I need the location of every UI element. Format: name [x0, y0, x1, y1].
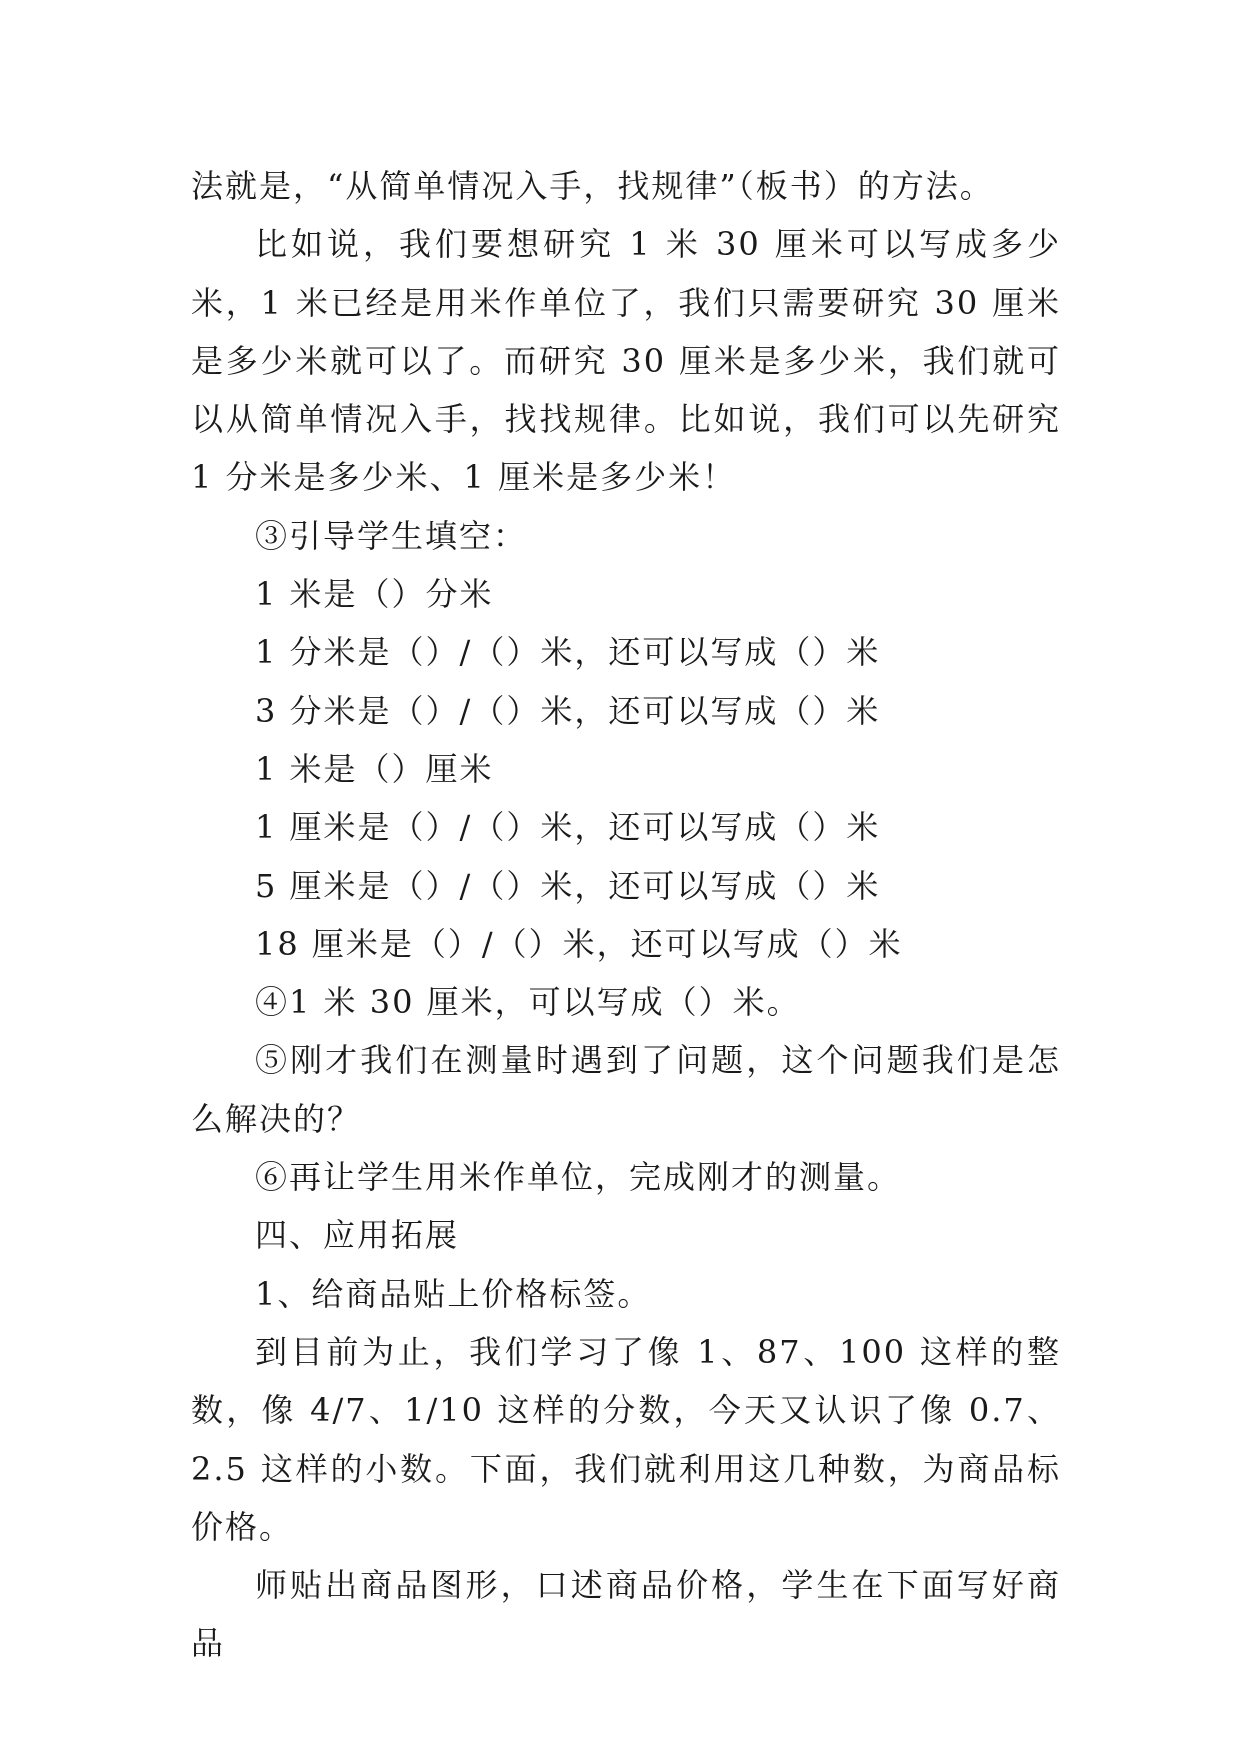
paragraph: ⑤刚才我们在测量时遇到了问题，这个问题我们是怎么解决的？ — [191, 1041, 1061, 1138]
paragraph: 18 厘米是（）/（）米，还可以写成（）米 — [255, 924, 903, 963]
paragraph: 1 分米是（）/（）米，还可以写成（）米 — [255, 633, 881, 672]
paragraph: 3 分米是（）/（）米，还可以写成（）米 — [255, 691, 881, 730]
document-body — [191, 157, 1061, 1673]
paragraph: 到目前为止，我们学习了像 1、87、100 这样的整数，像 4/7、1/10 这样的分数，今天又认识了像 0.7、2.5 这样的小数。下面，我们就利用这几种数，为商品标价格。 — [191, 1332, 1061, 1546]
paragraph: 1 厘米是（）/（）米，还可以写成（）米 — [255, 808, 881, 847]
paragraph: 1 米是（）厘米 — [255, 749, 494, 788]
paragraph: 师贴出商品图形，口述商品价格，学生在下面写好商品 — [191, 1566, 1061, 1663]
paragraph: ⑥再让学生用米作单位，完成刚才的测量。 — [255, 1158, 902, 1197]
paragraph: ③引导学生填空： — [255, 516, 528, 555]
paragraph: 5 厘米是（）/（）米，还可以写成（）米 — [255, 866, 881, 905]
paragraph: 1 米是（）分米 — [255, 575, 494, 614]
paragraph: ④1 米 30 厘米，可以写成（）米。 — [255, 983, 801, 1022]
subsection-heading: 1、给商品贴上价格标签。 — [255, 1274, 652, 1313]
section-heading: 四、应用拓展 — [255, 1216, 460, 1255]
paragraph: 法就是，“从简单情况入手，找规律”（板书）的方法。 — [191, 167, 994, 205]
paragraph: 比如说，我们要想研究 1 米 30 厘米可以写成多少米，1 米已经是用米作单位了，我们只需要研究 30 厘米是多少米就可以了。而研究 30 厘米是多少米，我们就可以从简单情况入手，找找规律。比如说，我们可以先研究 1 分米是多少米、1 厘米是多少米！ — [191, 225, 1061, 497]
